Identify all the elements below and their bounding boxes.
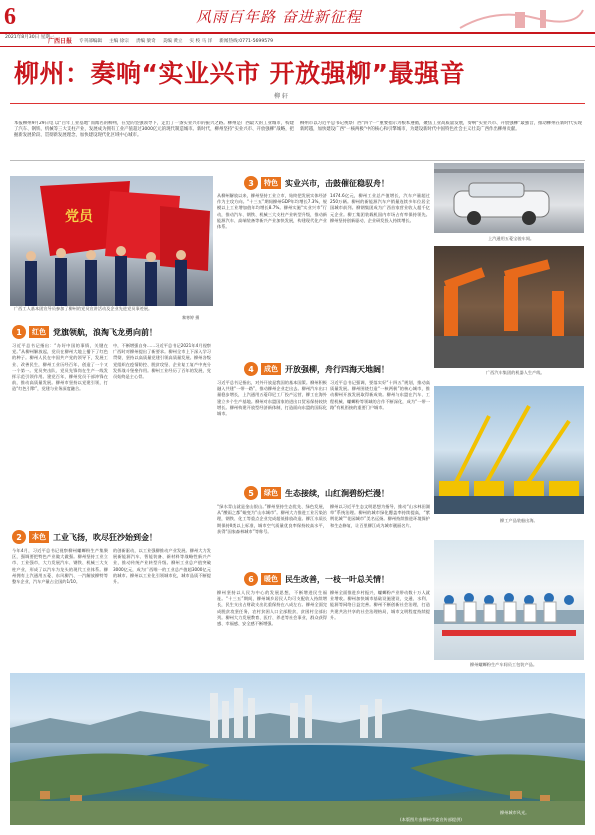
city-panorama-photo bbox=[10, 673, 585, 825]
article-title bbox=[14, 54, 465, 90]
luosifen-factory-photo bbox=[434, 540, 584, 660]
section-6-text-b: 柳州全面推进乡村振兴，螺蛳粉产业带动数十万人就业增收。柳州加快城市基础设施建设，交通、水利、能源等网络日益完善。柳州不断创新社会治理，打造共建共治共享的社会治理格局，城市文明程度持续提升。 bbox=[330, 590, 430, 620]
section-5-tag: 绿色 bbox=[261, 487, 281, 499]
intro-right: 柳州市以习近平总书记视察广西“四个一”重要指示为根本遵循，聚焦工业高质量发展，奏响“实业兴市、开放强柳”最强音，推动柳州在新时代实现新跨越，加快建设广西“一核两极”中的核心和引擎城市，为建设新时代中国特色社会主义壮美广西作出柳州贡献。 bbox=[300, 121, 582, 133]
section-2-tag: 本色 bbox=[29, 531, 49, 543]
news-hotline: 新闻热线:0771-5699579 bbox=[219, 38, 274, 44]
section-4-text-b: 习近平总书记强调，要落实好“十四五”规划，推动高质量发展。柳州围绕打造“一核两极”的核心城市，推动柳州开放发展取得新成效。柳州与东盟在汽车、工程机械、螺蛳粉等领域的合作不断深化，成为“一带一路”有机衔接的重要门户城市。 bbox=[330, 380, 430, 410]
section-1-title: 党旗领航，浪淘飞龙勇向前！ bbox=[53, 327, 157, 337]
section-6-text-a: 柳州坚持以人民为中心的发展思想，不断增进民生福祉。“十三五”期间，柳州城乡居民人均可支配收入持续增长，民生支出占财政支出比重保持在八成左右。柳州全面完成脱贫攻坚任务，农村贫困人口全部脱贫，贫困村全部出列。柳州大力发展教育、医疗、养老等社会事业，群众获得感、幸福感、安全感不断增强。 bbox=[217, 590, 327, 627]
page-slogan: 风雨百年路 奋进新征程 bbox=[196, 8, 362, 26]
robot-photo-caption: 广西汽车集团的机器人生产线。 bbox=[486, 370, 545, 375]
section-5-heading bbox=[244, 486, 389, 500]
section-2-heading bbox=[12, 530, 157, 544]
section-4-tag: 成色 bbox=[261, 363, 281, 375]
section-5-text-a: “绿水青山就是金山银山。”柳州坚持生态优先、绿色发展，从“酸雨之都”蜕变为“山水城市”。柳州大力推进工业污染治理，钢铁、化工等重点企业完成超低排放改造。柳江水质长期保持Ⅱ类以上标准，城市空气质量优良率保持较高水平，获得“国家森林城市”等称号。 bbox=[217, 504, 327, 534]
section-3-tag: 特色 bbox=[261, 177, 281, 189]
editor-info-1: 主编 徐宗 bbox=[109, 38, 129, 44]
car-photo-caption: 上汽通用五菱宝骏车间。 bbox=[488, 236, 535, 241]
party-photo-caption: 广西工人基本团宣导员参加了柳州的党员宣讲活动及企业先进党员事迹展。 bbox=[14, 306, 153, 311]
title-rest: ：奏响“实业兴市 开放强柳”最强音 bbox=[65, 59, 466, 88]
photo-credit-note: (本版图片由柳州市委宣传部提供) bbox=[400, 817, 462, 822]
section-1-number: 1 bbox=[12, 325, 26, 339]
section-2-text-b: 的创新驱动，以工业强柳推动产业发展。柳州大力发展新能源汽车、智能装备、新材料等战略性新兴产业，推动传统产业转型升级。柳州工业总产值突破3000亿元，成为广西唯一的工业总产值超3000亿元的城市。柳州以工业化引领城市化，城市品质不断提升。 bbox=[113, 548, 211, 585]
paper-logo: 广西日报 bbox=[48, 38, 73, 45]
luosifen-photo-caption: 柳州螺蛳粉生产车间员工包装产品。 bbox=[470, 662, 538, 667]
page-number: 6 bbox=[4, 4, 16, 30]
title-rule bbox=[10, 103, 585, 104]
section-5-title: 生态接续，山红涧碧纷烂漫！ bbox=[285, 488, 389, 498]
section-5-number: 5 bbox=[244, 486, 258, 500]
header-flag-decor bbox=[455, 6, 585, 32]
section-4-title: 开放强柳，舟行四海天地阔！ bbox=[285, 364, 389, 374]
section-3-text-b: 1474.6亿元，柳州工业总产值增长，汽车产量超过250万辆。柳州的新能源汽车产销量连续多年位居全国城市前列。柳钢集团成为广西首家营业收入超千亿元企业。柳工集团装载机国内市场占有率保持领先。柳州坚持创新驱动，企业研发投入持续增长。 bbox=[330, 193, 430, 223]
editor-info-4: 实 校 马 洋 bbox=[189, 38, 213, 44]
section-6-number: 6 bbox=[244, 572, 258, 586]
party-photo-credit: 黎寒婷 摄 bbox=[182, 315, 200, 320]
section-6-tag: 暖色 bbox=[261, 573, 281, 585]
robot-line-photo bbox=[434, 246, 584, 368]
header-rule-2 bbox=[0, 46, 595, 47]
section-1-text-a: 习近平总书记指出：“办好中国的事情，关键在党。”从柳州解放起，党员在柳州大地上播下了红色的种子。柳州人民在中国共产党的领导下，发展工业、改善民生，柳州工业历经百年，创造了一个又一个第一。党员突击队、党员先锋岗在生产一线发挥示范引领作用。建党百年，柳州党员干部冲锋在前，推动高质量发展。柳州市坚持以党建引领，打造“红色引擎”，党建与业务深度融合。 bbox=[12, 343, 108, 392]
section-3-number: 3 bbox=[244, 176, 258, 190]
car-factory-photo bbox=[434, 163, 584, 233]
section-1-text-b: 中，不断增强自身……习近平总书记2021年4月视察广西时对柳州提出了新要求。柳州全市上下深入学习贯彻，坚持以高质量党建引领高质量发展。柳州各级党组织在疫情防控、脱贫攻坚、企业复工复产中充分发挥战斗堡垒作用。柳州工业经历了百年的发展，党员始终是主心骨。 bbox=[113, 343, 211, 380]
section-1-tag: 红色 bbox=[29, 326, 49, 338]
section-4-heading bbox=[244, 362, 389, 376]
section-4-number: 4 bbox=[244, 362, 258, 376]
editor-info-0: 专刊部编辑 bbox=[79, 38, 102, 44]
party-flag-photo bbox=[10, 176, 213, 306]
editor-info-2: 责编 梁奇 bbox=[135, 38, 156, 44]
section-5-text-b: 柳州以习近平生态文明思想为指导，推动“山水林田湖草”系统治理。柳州的城市绿化覆盖率持续提高，“紫荆花城”“花园城市”美名远扬。柳州持续推进环境保护和生态修复，让百里柳江成为城市靓丽名片。 bbox=[330, 504, 430, 528]
header-info-bar bbox=[48, 36, 273, 45]
title-city: 柳州 bbox=[14, 59, 66, 88]
section-3-title: 实业兴市，击鼓催征稳驭舟！ bbox=[285, 178, 389, 188]
section-2-text-a: 今年4月，习近平总书记视察柳州螺蛳粉生产集聚区，强调要把特色产业做大做强。柳州坚持工业立市、工业强市，大力发展汽车、钢铁、机械三大支柱产业，形成了以汽车为龙头的现代工业体系。柳州拥有上汽通用五菱、东风柳汽、一汽解放柳特等整车企业，汽车产量占全国约1/10。 bbox=[12, 548, 108, 585]
crane-port-photo bbox=[434, 386, 584, 514]
svg-text:党员: 党员 bbox=[65, 209, 93, 225]
section-4-text-a: 习近平总书记指出，对外开放是我国的基本国策。柳州积极融入共建“一带一路”，推动柳州企业走出去。柳州汽车出口量稳步增长，上汽通用五菱印尼工厂投产运营，柳工在海外建立多个生产基地。柳州对东盟国家的进出口贸易保持较快增长。柳州构建开放型经济新体制，打造面向东盟的国际化城市。 bbox=[217, 380, 327, 417]
intro-left: 本报柳州9月29日电 以“百年工业基地”而闻名的柳州，在党的坚强领导下，走出了一条实业兴市的振兴之路。柳州是广西最大的工业城市，构建了汽车、钢铁、机械等三大支柱产业，发展成为拥有工业产值超过3000亿元的现代制造城市。新时代，柳州坚持“实业兴市、开放强柳”战略，把握新发展阶段、贯彻新发展理念，加快建设现代化区域中心城市。 bbox=[14, 121, 294, 139]
city-photo-caption: 柳州城市风光。 bbox=[500, 810, 530, 815]
section-3-text-a: 从柳州解放以来，柳州坚持工业立市，始终把发展实体经济作为主攻方向。“十三五”期间柳州GDP年均增长7.3%，规模以上工业增加值年均增长8.7%。柳州实施“实业兴市”行动，推动汽车、钢铁、机械三大支柱产业转型升级，推动新能源汽车、高端装备等新兴产业加快发展，构建现代化产业体系。 bbox=[217, 193, 327, 230]
header-rule bbox=[0, 32, 595, 34]
intro-rule bbox=[10, 160, 585, 161]
section-6-title: 民生改善，一枝一叶总关情！ bbox=[285, 574, 389, 584]
section-1-heading bbox=[12, 325, 157, 339]
section-2-title: 工业飞扬，吹尽狂沙始到金！ bbox=[53, 532, 157, 542]
crane-photo-caption: 柳工产品装船出海。 bbox=[500, 518, 538, 523]
page-date: 2021年8月30日 星期一 bbox=[5, 35, 55, 40]
section-6-heading bbox=[244, 572, 389, 586]
article-author: 柳轩 bbox=[274, 93, 291, 100]
editor-info-3: 美编 黄立 bbox=[162, 38, 183, 44]
section-3-heading bbox=[244, 176, 389, 190]
section-2-number: 2 bbox=[12, 530, 26, 544]
